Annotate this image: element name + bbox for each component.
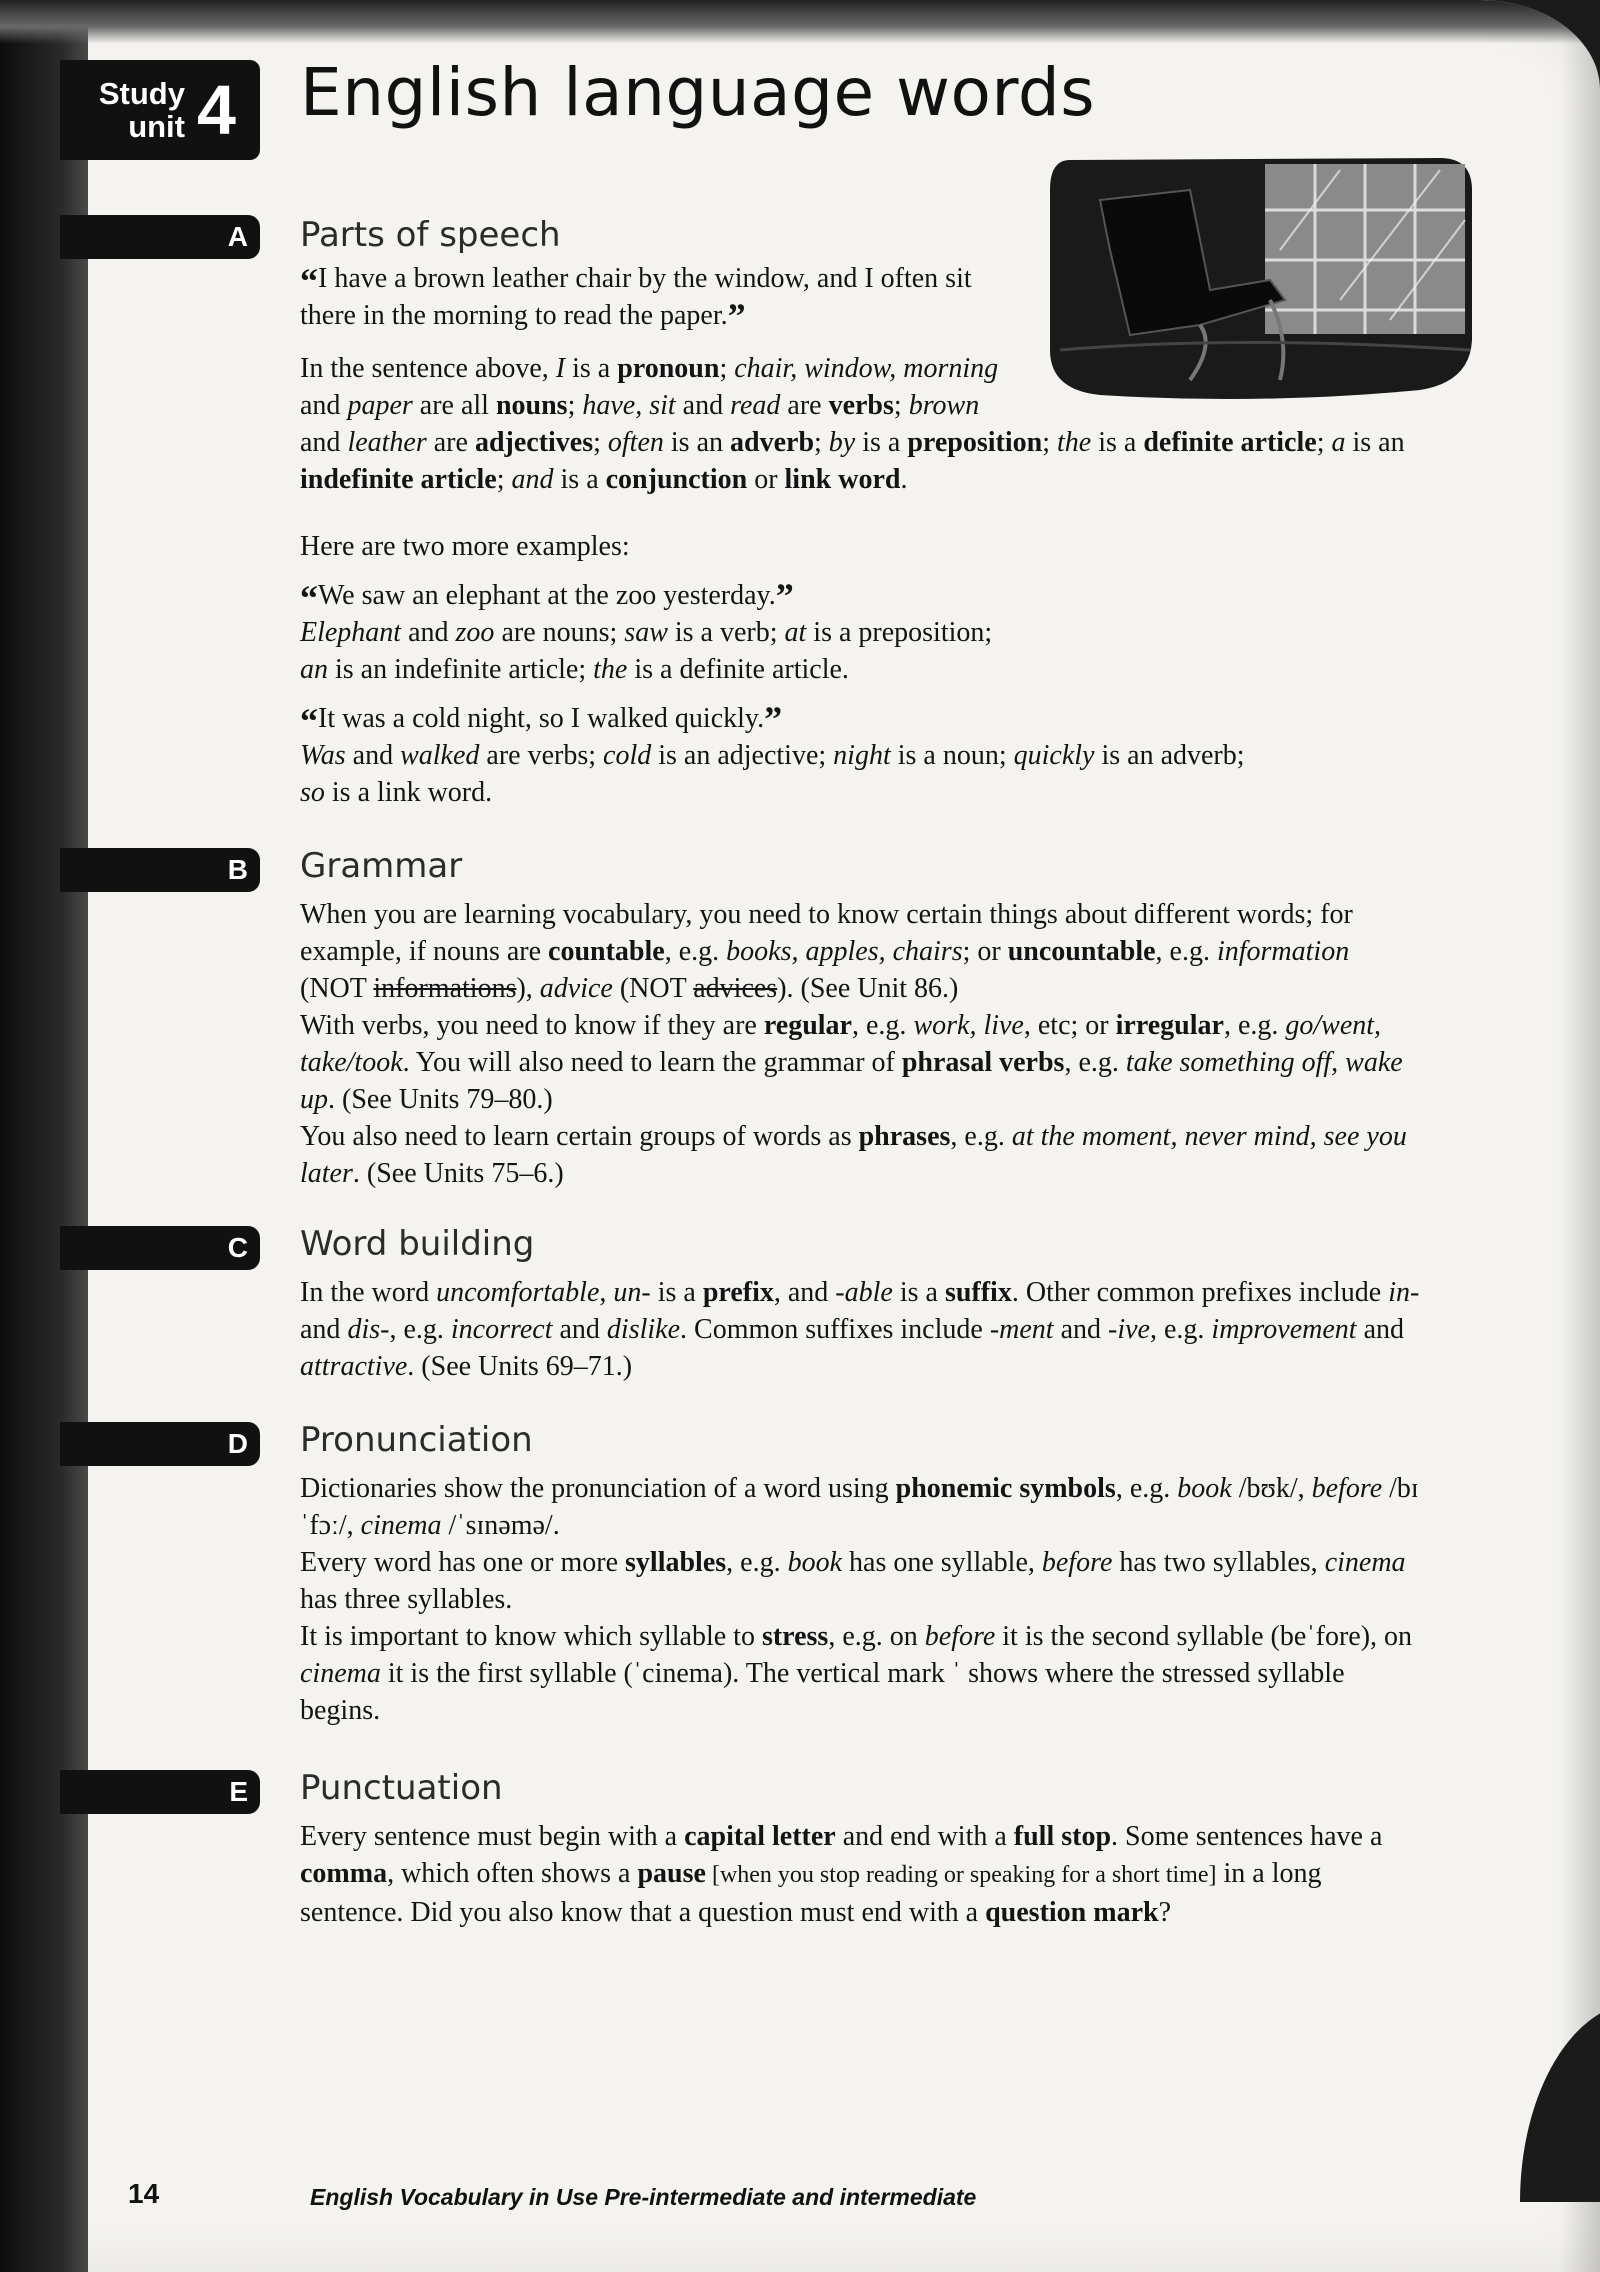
pronunciation-phonemic: Dictionaries show the pronunciation of a word using phonemic symbols, e.g. book /bʊk/, before /bɪˈfɔː/, cinema /ˈsɪnəmə/. [300,1473,1419,1541]
section-tab-c: C [60,1226,260,1270]
section-heading-parts-of-speech: Parts of speech [300,215,561,255]
section-heading-word-building: Word building [300,1224,535,1264]
section-c-body [300,1274,1420,1385]
study-label-line2: unit [128,109,185,144]
section-heading-pronunciation: Pronunciation [300,1420,533,1460]
example-3-explanation: Was and walked are verbs; cold is an adjective; night is a noun; quickly is an adverb; so is a link word. [300,740,1245,808]
quote-2: “We saw an elephant at the zoo yesterday.” [300,576,794,618]
quote-1-text: I have a brown leather chair by the window, and I often sit there in the morning to read the paper. [300,263,972,331]
parts-explanation-text: In the sentence above, I is a pronoun; chair, window, morning and paper are all nouns; have, sit and read are verbs; brown and leather are adjectives; often is an adverb; by is a preposition; the is a definite article; a is an indefinite article; and is a conjunction or link word. [300,353,1405,495]
pronunciation-stress: It is important to know which syllable to stress, e.g. on before it is the second syllable (beˈfore), on cinema it is the first syllable (ˈcinema). The vertical mark ˈ shows where the stressed syllable begins. [300,1621,1413,1726]
quote-1 [300,260,1020,334]
book-title-footer: English Vocabulary in Use Pre-intermediate and intermediate [310,2184,977,2210]
study-unit-badge [60,60,260,160]
grammar-phrases: You also need to learn certain groups of words as phrases, e.g. at the moment, never mind, see you later. (See Units 75–6.) [300,1121,1407,1189]
study-unit-label [60,77,185,143]
section-tab-e: E [60,1770,260,1814]
quote-3: “It was a cold night, so I walked quickly.” [300,699,783,741]
more-examples [300,528,1420,811]
left-margin-bar [0,0,88,2272]
punctuation-text: Every sentence must begin with a capital letter and end with a full stop. Some sentences have a comma, which often shows a pause [when you stop reading or speaking for a short time] in a long sentence. Did you also know that a question must end with a question mark? [300,1821,1383,1928]
quote-open-mark: “ [300,261,318,301]
section-tab-a: A [60,215,260,259]
page-number: 14 [128,2178,160,2209]
section-heading-grammar: Grammar [300,846,463,886]
grammar-nouns: When you are learning vocabulary, you need to know certain things about different words; for example, if nouns are countable, e.g. books, apples, chairs; or uncountable, e.g. information (NOT informations), advice (NOT advices). (See Unit 86.) [300,899,1353,1004]
section-d-body [300,1470,1420,1729]
section-heading-punctuation: Punctuation [300,1768,503,1808]
example-2-explanation: Elephant and zoo are nouns; saw is a verb; at is a preposition; an is an indefinite article; the is a definite article. [300,617,993,685]
unit-number: 4 [197,71,236,149]
section-b-body [300,896,1420,1192]
section-tab-b: B [60,848,260,892]
quote-close-mark: ” [727,296,746,336]
pronunciation-syllables: Every word has one or more syllables, e.g. book has one syllable, before has two syllables, cinema has three syllables. [300,1547,1406,1615]
right-edge-shadow [1560,0,1600,2272]
study-label-line1: Study [98,76,185,111]
section-e-body [300,1818,1420,1931]
page-title: English language words [300,54,1096,131]
section-tab-d: D [60,1422,260,1466]
grammar-verbs: With verbs, you need to know if they are regular, e.g. work, live, etc; or irregular, e.g. go/went, take/took. You will also need to learn the grammar of phrasal verbs, e.g. take something off, wake up. (See Units 79–80.) [300,1010,1403,1115]
more-examples-intro: Here are two more examples: [300,531,630,562]
top-edge-shadow [0,0,1600,44]
word-building-text: In the word uncomfortable, un- is a prefix, and -able is a suffix. Other common prefixes include in- and dis-, e.g. incorrect and dislike. Common suffixes include -ment and -ive, e.g. improvement and attractive. (See Units 69–71.) [300,1277,1420,1382]
